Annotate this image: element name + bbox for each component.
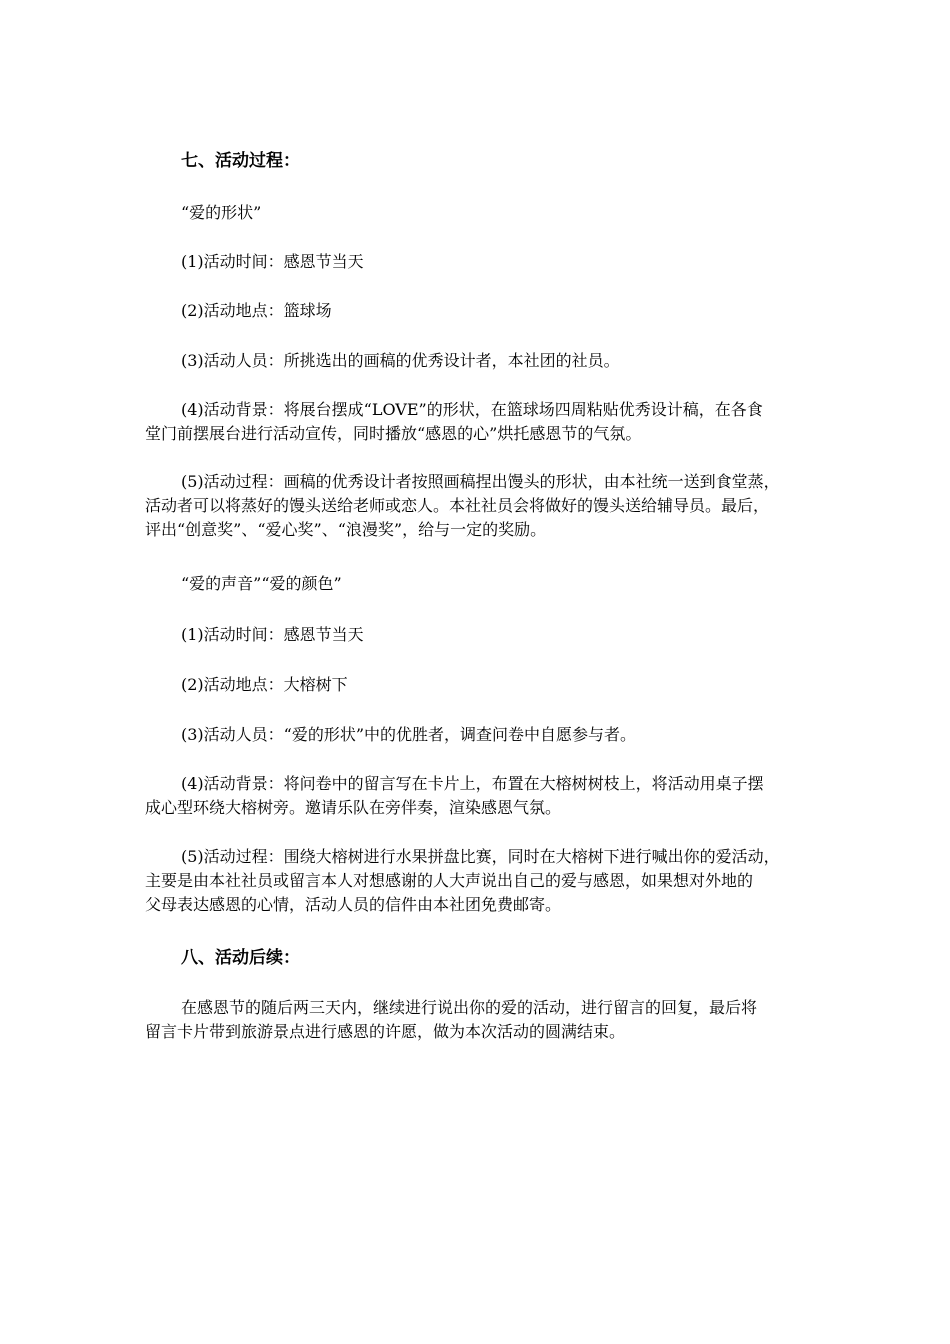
section-7-heading: 七、活动过程： — [181, 151, 300, 171]
text-line: 成心型环绕大榕树旁。邀请乐队在旁伴奏，渲染感恩气氛。 — [145, 798, 562, 817]
part-1-people: (3)活动人员：所挑选出的画稿的优秀设计者，本社团的社员。 — [181, 351, 620, 370]
part-1-background — [145, 398, 815, 446]
text-line: (5)活动过程：围绕大榕树进行水果拼盘比赛，同时在大榕树下进行喊出你的爱活动， — [181, 847, 780, 866]
section-8-heading: 八、活动后续： — [181, 948, 300, 968]
text-line: 堂门前摆展台进行活动宣传，同时播放“感恩的心”烘托感恩节的气氛。 — [145, 424, 642, 443]
text-line: 留言卡片带到旅游景点进行感恩的许愿，做为本次活动的圆满结束。 — [145, 1022, 626, 1041]
part-2-process — [145, 845, 815, 917]
part-1-time: (1)活动时间：感恩节当天 — [181, 252, 364, 271]
part-2-title: “爱的声音”“爱的颜色” — [181, 574, 342, 593]
text-line: (4)活动背景：将展台摆成“LOVE”的形状，在篮球场四周粘贴优秀设计稿，在各食 — [181, 400, 763, 419]
text-line: (5)活动过程：画稿的优秀设计者按照画稿捏出馒头的形状，由本社统一送到食堂蒸， — [181, 472, 780, 491]
text-line: 评出“创意奖”、“爱心奖”、“浪漫奖”，给与一定的奖励。 — [145, 520, 547, 539]
text-line: 活动者可以将蒸好的馒头送给老师或恋人。本社社员会将做好的馒头送给辅导员。最后， — [145, 496, 770, 515]
part-1-place: (2)活动地点：篮球场 — [181, 301, 332, 320]
text-line: 在感恩节的随后两三天内，继续进行说出你的爱的活动，进行留言的回复，最后将 — [181, 998, 758, 1017]
part-2-background — [145, 772, 815, 820]
part-2-place: (2)活动地点：大榕树下 — [181, 675, 348, 694]
section-8-body — [145, 996, 815, 1044]
part-1-process — [145, 470, 815, 542]
text-line: 主要是由本社社员或留言本人对想感谢的人大声说出自己的爱与感恩，如果想对外地的 — [145, 871, 754, 890]
text-line: (4)活动背景：将问卷中的留言写在卡片上，布置在大榕树树枝上，将活动用桌子摆 — [181, 774, 764, 793]
part-1-title: “爱的形状” — [181, 203, 262, 222]
text-line: 父母表达感恩的心情，活动人员的信件由本社团免费邮寄。 — [145, 895, 562, 914]
part-2-people: (3)活动人员：“爱的形状”中的优胜者，调查问卷中自愿参与者。 — [181, 725, 637, 744]
part-2-time: (1)活动时间：感恩节当天 — [181, 625, 364, 644]
